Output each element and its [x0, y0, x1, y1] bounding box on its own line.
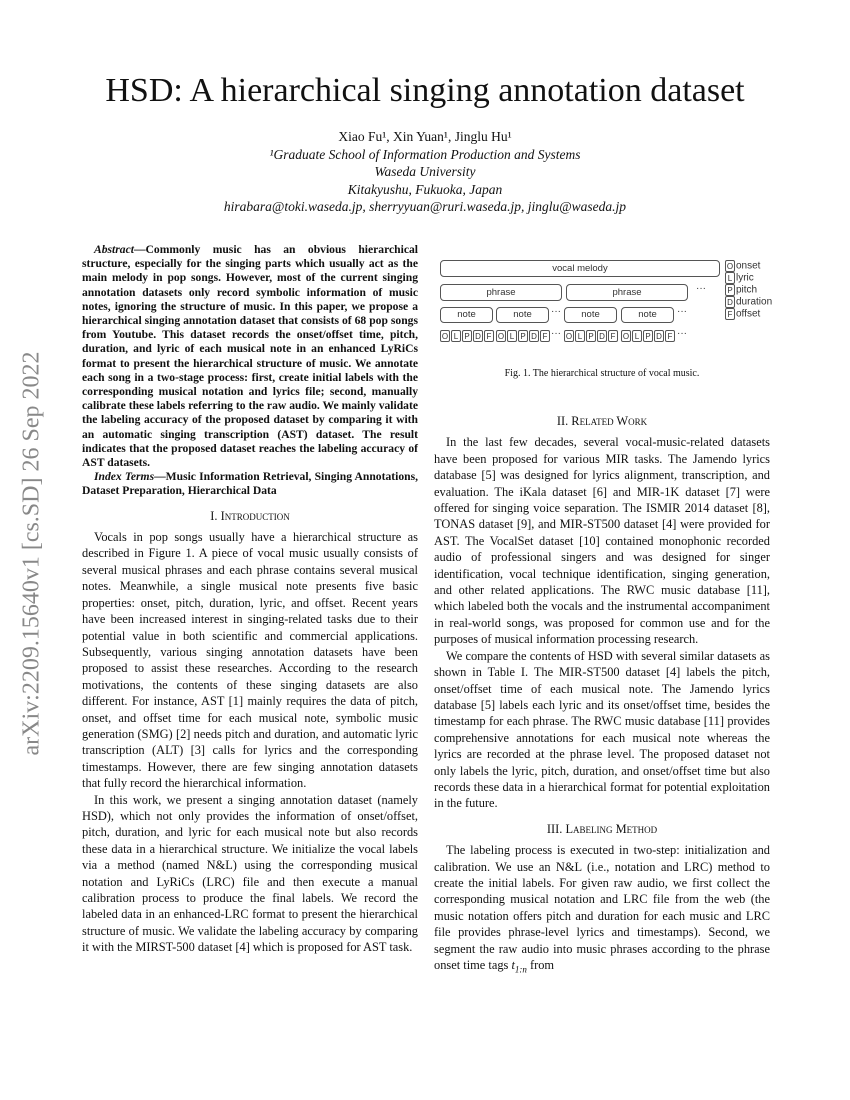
symbol-box-l: L [451, 330, 461, 342]
phrase-box: phrase [566, 284, 688, 301]
right-column [434, 404, 770, 978]
legend-label: lyric [736, 272, 754, 284]
section-heading-introduction: I. Introduction [210, 508, 290, 523]
ellipsis: ··· [677, 306, 687, 317]
paragraph: Vocals in pop songs usually have a hierarchical structure as described in Figure 1. A piece of vocal music usually consists of several musical phrases and each phrase contains several musical notes. Meanwhile, a single musical note presents five basic properties: onset, pitch, duration, lyric, and offset. Recent years have been increased interest in singing-related tasks due to their potential value in both scientific and commercial applications. Subsequently, various singing annotation datasets have been proposed to assist these researches. According to the research motivations, the contents of these singing datasets are also different. For instance, AST [1] mainly requires the data of pitch, onset, and offset time for each musical note, symbolic music generation (SMG) [2] needs pitch and duration, and automatic lyric transcription (ALT) [3] calls for lyrics and the corresponding timestamps. However, there are few singing annotation datasets that fully record the hierarchical information. [82, 530, 418, 791]
note-box: note [496, 307, 549, 323]
paragraph-text: from [526, 958, 555, 972]
legend-symbol: P [725, 284, 735, 296]
index-terms-text: —Music Information Retrieval, Singing Annotations, Dataset Preparation, Hierarchical Data [82, 470, 418, 498]
section-heading-labeling-method: III. Labeling Method [546, 821, 658, 836]
symbol-box-p: P [462, 330, 472, 342]
left-column [82, 243, 418, 956]
index-terms [82, 470, 418, 498]
ellipsis: ··· [551, 306, 561, 317]
legend [725, 260, 772, 320]
math-symbol: t [511, 958, 515, 972]
ellipsis: ··· [551, 328, 561, 339]
symbol-box-p: P [518, 330, 528, 342]
symbol-box-p: P [586, 330, 596, 342]
note-box: note [621, 307, 674, 323]
legend-symbol: O [726, 262, 734, 271]
math-subscript: 1:n [514, 964, 527, 975]
symbol-box-f: F [484, 330, 494, 342]
paragraph [434, 842, 770, 978]
symbol-box-l: L [575, 330, 585, 342]
note-box: note [564, 307, 617, 323]
symbol-box-d: D [654, 330, 664, 342]
legend-label: duration [736, 296, 773, 308]
symbol-box-d: D [597, 330, 607, 342]
figure-hierarchy [440, 260, 790, 360]
paragraph: In the last few decades, several vocal-music-related datasets have been proposed for various MIR tasks. The Jamendo lyrics database [5] was designed for lyrics alignment, transcription, and evaluation. The iKala dataset [6] and MIR-1K dataset [7] were offered for singing voice separation. The ISMIR 2014 dataset [8], TONAS dataset [9], and MIR-ST500 dataset [4] were provided for AST. The VocalSet dataset [10] contained monophonic recorded audio of professional singers and was designed for singer identification, vocal technique identification, singing generation, and other related applications. The RWC music database [11], which labeled both the vocals and the instrumental accompaniment in real-world songs, was proposed for common use and for the purposes of musical information processing research. [434, 435, 770, 647]
symbol-box-f: F [540, 330, 550, 342]
note-box: note [440, 307, 493, 323]
affiliation: ¹Graduate School of Information Production and Systems [269, 146, 581, 162]
author-names: Xiao Fu¹, Xin Yuan¹, Jinglu Hu¹ [338, 129, 512, 144]
section-heading-related-work: II. Related Work [556, 414, 648, 428]
symbol-box-d: D [529, 330, 539, 342]
symbol-box-d: D [473, 330, 483, 342]
legend-symbol: F [725, 308, 735, 320]
vocal-melody-box: vocal melody [440, 260, 720, 277]
symbol-box-o: O [622, 332, 630, 341]
symbol-box-o: O [441, 332, 449, 341]
author-block [0, 128, 850, 216]
emails: hirabara@toki.waseda.jp, sherryyuan@ruri.waseda.jp, jinglu@waseda.jp [223, 199, 627, 214]
legend-label: pitch [736, 284, 758, 296]
legend-symbol: L [725, 272, 735, 284]
university: Waseda University [374, 164, 476, 179]
index-terms-label: Index Terms [94, 470, 155, 484]
legend-label: offset [736, 308, 761, 320]
abstract [82, 243, 418, 470]
paragraph-text: The labeling process is executed in two-step: initialization and calibration. We use an N&L (i.e., notation and LRC) method to create the initial labels. For given raw audio, we first collect the corresponding musical notation and LRC file from the web (the music notation offers pitch and duration for each music and LRC file provides phrase-level lyrics and timestamps). Second, we segment the raw audio into music phrases according to the phrase onset time tags [434, 843, 770, 972]
symbol-box-o: O [497, 332, 505, 341]
figure-caption: Fig. 1. The hierarchical structure of vocal music. [504, 368, 700, 379]
phrase-box: phrase [440, 284, 562, 301]
symbol-box-l: L [507, 330, 517, 342]
location: Kitakyushu, Fukuoka, Japan [347, 181, 503, 197]
symbol-box-p: P [643, 330, 653, 342]
symbol-box-f: F [665, 330, 675, 342]
ellipsis: ··· [677, 328, 687, 339]
symbol-box-f: F [608, 330, 618, 342]
legend-symbol: D [725, 296, 735, 308]
ellipsis: ··· [696, 283, 706, 294]
paper-title: HSD: A hierarchical singing annotation dataset [105, 72, 745, 109]
abstract-label: Abstract [94, 243, 134, 256]
legend-label: onset [736, 260, 761, 272]
symbol-box-l: L [632, 330, 642, 342]
symbol-box-o: O [565, 332, 573, 341]
arxiv-stamp: arXiv:2209.15640v1 [cs.SD] 26 Sep 2022 [18, 351, 45, 756]
paragraph: We compare the contents of HSD with several similar datasets as shown in Table I. The MIR-ST500 dataset [4] labels the pitch, onset/offset time of each musical note. The Jamendo lyrics database [5] labels each lyric and its onset/offset time, besides the timestamp for each phrase. The RWC music database [11] provides comprehensive annotations for each musical note whereas the lyrics are recorded at the phrase level. The proposed dataset not only labels the lyric, pitch, duration, and onset/offset time but also records these data in a hierarchical format for potential exploitation in the future. [434, 648, 770, 811]
abstract-text: —Commonly music has an obvious hierarchical structure, especially for the singing parts which usually act as the main melody in pop songs. However, most of the current singing annotation datasets only record symbolic information of music notes, ignoring the structure of music. In this paper, we propose a hierarchical singing annotation dataset that consists of 68 pop songs from Youtube. This dataset records the onset/offset time, pitch, duration, and lyric of each musical note in an enhanced LyRiCs format to present the hierarchical structure of music. We annotate each song in a two-stage process: first, create initial labels with the corresponding musical notation and lyrics file; second, manually calibrate these labels referring to the raw audio. We mainly validate the labeling accuracy of the proposed dataset by comparing it with an automatic singing transcription (AST) dataset. The result indicates that the proposed dataset reaches the labeling accuracy of AST datasets. [82, 243, 418, 470]
paragraph: In this work, we present a singing annotation dataset (namely HSD), which not only provides the information of onset/offset, pitch, duration, and lyric for each musical note but also records these data in a hierarchical structure. We initialize the vocal labels via a method (named N&L) using the corresponding musical notation and LyRiCs (LRC) file and then execute a manual calibration process to produce the final labels. We record the labeled data in an enhanced-LRC format to present the hierarchical structure of music. We validate the labeling accuracy by comparing it with the MIRST-500 dataset [4] which is proposed for AST task. [82, 792, 418, 955]
